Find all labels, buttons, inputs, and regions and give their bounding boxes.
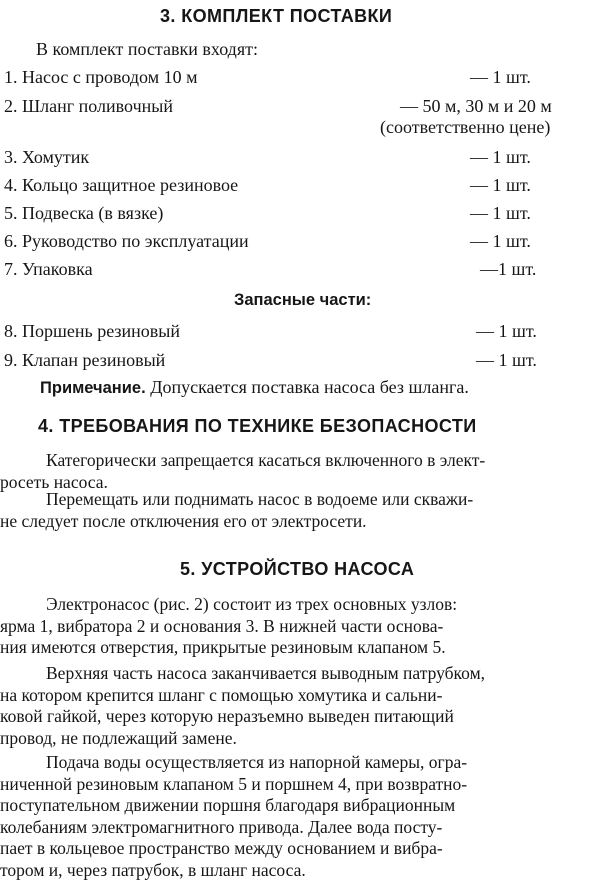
list-item: 8. Поршень резиновый	[4, 320, 180, 342]
section-5-title: 5. УСТРОЙСТВО НАСОСА	[180, 559, 414, 580]
note-label: Примечание.	[40, 379, 146, 397]
text-line: ярма 1, вибратора 2 и основания 3. В нижней части основа-	[0, 616, 600, 638]
text-line: ния имеются отверстия, прикрытые резиновым клапаном 5.	[0, 637, 600, 659]
section-4-paragraph-1	[0, 450, 600, 493]
list-item-qty: — 1 шт.	[476, 349, 537, 371]
list-item: 1. Насос с проводом 10 м	[4, 66, 198, 88]
section-5-paragraph-3	[0, 752, 600, 881]
list-item: 7. Упаковка	[4, 258, 93, 280]
text-line: Верхняя часть насоса заканчивается выводным патрубком,	[0, 663, 600, 685]
list-item: 9. Клапан резиновый	[4, 349, 165, 371]
list-item: 6. Руководство по эксплуатации	[4, 230, 249, 252]
list-item-qty: — 1 шт.	[470, 66, 531, 88]
list-item-qty: —1 шт.	[480, 258, 536, 280]
list-item-qty: — 50 м, 30 м и 20 м	[400, 95, 552, 117]
list-item: 3. Хомутик	[4, 146, 89, 168]
text-line: не следует после отключения его от электросети.	[0, 511, 600, 533]
text-line: на котором крепится шланг с помощью хомутика и сальни-	[0, 685, 600, 707]
list-item-qty: — 1 шт.	[476, 320, 537, 342]
section-5-paragraph-1	[0, 594, 600, 659]
text-line: Перемещать или поднимать насос в водоеме или скважи-	[0, 489, 600, 511]
text-line: Электронасос (рис. 2) состоит из трех основных узлов:	[0, 594, 600, 616]
text-line: тором и, через патрубок, в шланг насоса.	[0, 860, 600, 881]
list-item-qty: — 1 шт.	[470, 146, 531, 168]
text-line: поступательном движении поршня благодаря вибрационным	[0, 795, 600, 817]
spares-title: Запасные части:	[234, 291, 371, 310]
section-4-title: 4. ТРЕБОВАНИЯ ПО ТЕХНИКЕ БЕЗОПАСНОСТИ	[38, 416, 477, 437]
list-item: 2. Шланг поливочный	[4, 95, 173, 117]
text-line: ковой гайкой, через которую неразъемно выведен питающий	[0, 706, 600, 728]
section-4-paragraph-2	[0, 489, 600, 532]
list-item: 5. Подвеска (в вязке)	[4, 202, 163, 224]
text-line: росеть насоса.	[0, 472, 600, 494]
text-line: провод, не подлежащий замене.	[0, 728, 600, 750]
list-item-qty: — 1 шт.	[470, 202, 531, 224]
text-line: ниченной резиновым клапаном 5 и поршнем 4, при возвратно-	[0, 774, 600, 796]
list-item-qty: — 1 шт.	[470, 174, 531, 196]
list-item-qty: — 1 шт.	[470, 230, 531, 252]
note-text: Допускается поставка насоса без шланга.	[146, 377, 469, 397]
text-line: пает в кольцевое пространство между основанием и вибра-	[0, 838, 600, 860]
list-item-qty-note: (соответственно цене)	[380, 116, 550, 138]
section-3-intro: В комплект поставки входят:	[36, 38, 258, 60]
note	[40, 376, 469, 399]
section-5-paragraph-2	[0, 663, 600, 749]
text-line: Подача воды осуществляется из напорной камеры, огра-	[0, 752, 600, 774]
section-3-title: 3. КОМПЛЕКТ ПОСТАВКИ	[160, 6, 392, 27]
text-line: колебаниям электромагнитного привода. Далее вода посту-	[0, 817, 600, 839]
text-line: Категорически запрещается касаться включенного в элект-	[0, 450, 600, 472]
list-item: 4. Кольцо защитное резиновое	[4, 174, 238, 196]
